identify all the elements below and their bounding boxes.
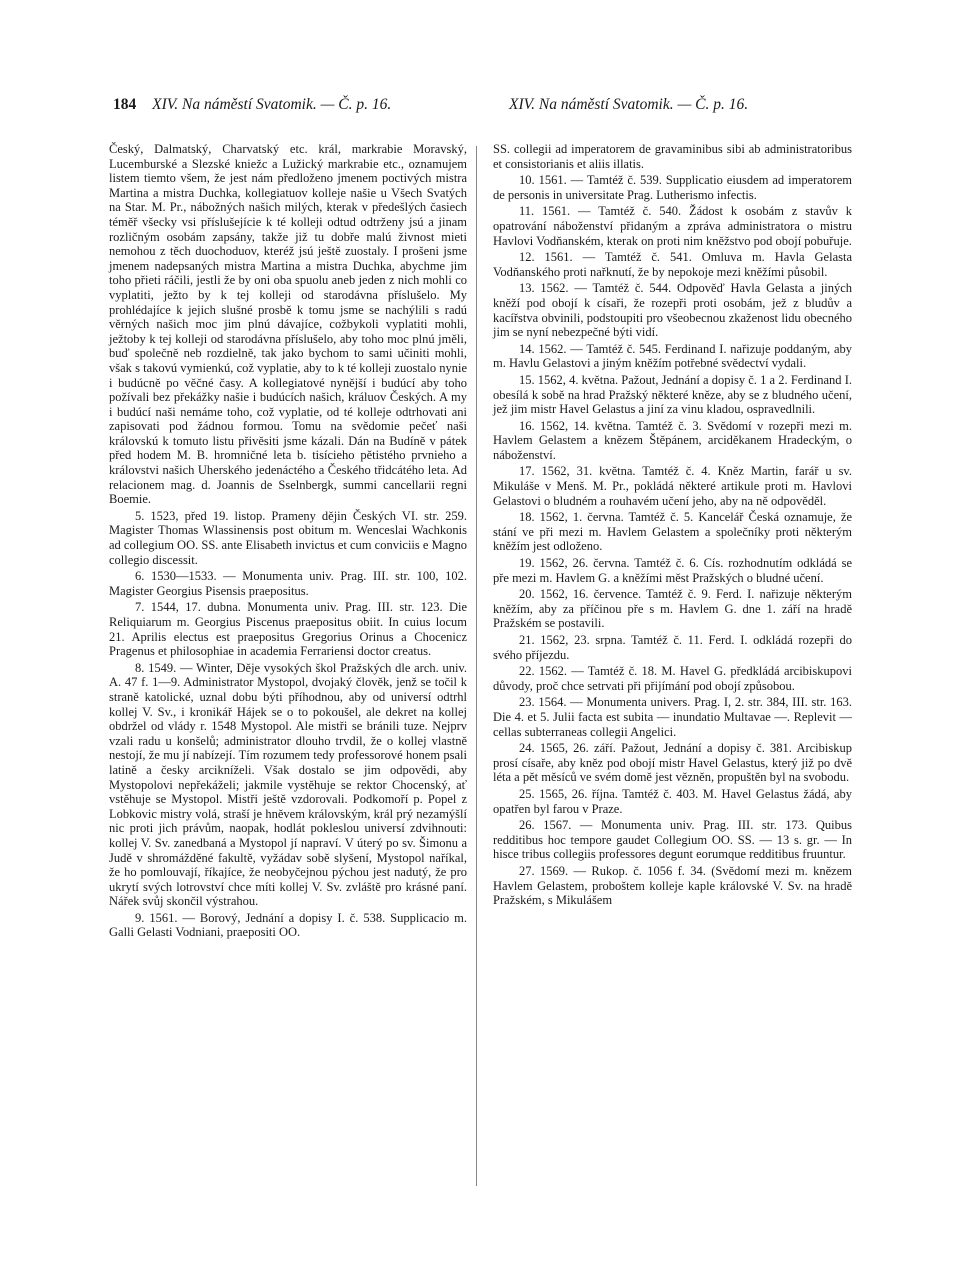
entry-20: 20. 1562, 16. července. Tamtéž č. 9. Ferd. I. nařizuje některým kněžím, aby za příčinou pře s m. Havlem G. dne 1. září na hradě Pražském se postavili. [493,587,852,631]
entry-21: 21. 1562, 23. srpna. Tamtéž č. 11. Ferd. I. odkládá rozepři do svého příjezdu. [493,633,852,662]
running-header-right [509,96,748,116]
running-title-left: XIV. Na náměstí Svatomik. — Č. p. 16. [152,96,392,113]
entry-24: 24. 1565, 26. září. Pažout, Jednání a dopisy č. 381. Arcibiskup prosí císaře, aby kněz pod obojí mistr Havel Gelastus, který již po dvě léta a pět měsíců ve svém domě jest vězněn, propuštěn byl na svobodu. [493,741,852,785]
text-paragraph: SS. collegii ad imperatorem de gravaminibus sibi ab administratoribus et consistorianis et aliis illatis. [493,142,852,171]
entry-25: 25. 1565, 26. října. Tamtéž č. 403. M. Havel Gelastus žádá, aby opatřen byl farou v Praze. [493,786,852,816]
entry-16: 16. 1562, 14. května. Tamtéž č. 3. Svědomí v rozepři mezi m. Havlem Gelastem a knězem Štěpánem, arciděkanem Hradeckým, o náboženství. [493,418,852,462]
entry-5: 5. 1523, před 19. listop. Prameny dějin Českých VI. str. 259. Magister Thomas Wlassinensis post obitum m. Wenceslai Wachkonis ad collegium OO. SS. ante Elisabeth invictus et cum conviciis e Magno collegio discessit. [109,508,467,567]
entry-14: 14. 1562. — Tamtéž č. 545. Ferdinand I. nařizuje poddaným, aby m. Havlu Gelastovi a jiným kněžím potřebné svědectví vydali. [493,341,852,371]
entry-19: 19. 1562, 26. června. Tamtéž č. 6. Cís. rozhodnutím odkládá se pře mezi m. Havlem G. a kněžími měst Pražských o bludné učení. [493,556,852,585]
entry-15: 15. 1562, 4. května. Pažout, Jednání a dopisy č. 1 a 2. Ferdinand I. obesílá k sobě na hrad Pražský některé kněze, aby se z bludného učení, jež jim mistr Havel Gelastus a jiní za vinu kladou, ospravedlnili. [493,372,852,417]
running-title-right: XIV. Na náměstí Svatomik. — Č. p. 16. [509,96,749,113]
column-divider [476,146,477,1186]
page-number: 184 [113,96,137,113]
entry-6: 6. 1530—1533. — Monumenta univ. Prag. III. str. 100, 102. Magister Georgius Pisensis praepositus. [109,569,467,598]
entry-27: 27. 1569. — Rukop. č. 1056 f. 34. (Svědomí mezi m. knězem Havlem Gelastem, proboštem kolleje kaple královské V. Sv. na hradě Pražském, s Mikulášem [493,863,852,908]
entry-7: 7. 1544, 17. dubna. Monumenta univ. Prag. III. str. 123. Die Reliquiarum m. Georgius Piscenus praepositus obiit. In cuius locum 21. Aprilis electus est praepositus Gregorius Orinus a Chocenicz Pragenus et philosophiae in academia Ferrariensi doctor creatus. [109,600,467,659]
text-paragraph: Český, Dalmatský, Charvatský etc. král, markrabie Moravský, Lucemburské a Slezské kniežc a Lužický markrabie etc., oznamujem listem tiemto všem, že jest nám předloženo jmenem poctivých mistra Martina a mistra Duchka, kollegiatuov kolleje našie u Všech Svatých na Star. M. Pr., nábožných našich milých, kterak v předešlých časiech téměř všecky vsi příslušejície k té kolleji odtud odtrženy jsú a jinam rozličným osobám zapsány, takže již tu dobře malú živnost mieti nemohou z těch duochoduov, kteréž jsú ještě zuostaly. I prošeni jsme jmenem nadepsaných mistra Martina a mistra Duchka, abychme jim toho přieti ráčili, jestli že by oni oba spuolu aneb jeden z nich mohli co vyplatiti, ježto by k tej kolleji od starodávna příslušelo. My prohlédajíce k jejich slušné prosbě k tomu jsme se nachýlili s radú věrných našich moc jim plnú dávajíce, cožbykoli vyplatiti mohli, ježtoby k tej kolleji od starodávna příslušelo, aby toho moc plnú jměli, buď společně neb rozdielně, tak jako bychom to sami učiniti mohli, však s takovú vymienkú, což vyplatie, aby to k té kolleji zuostalo nynie i budúcně po věčné časy. A kollegiatové nynější i budúcí aby toho požívali bez překážky našie i budúcích našich, králuov Českých. A my i budúcí naši nemáme toho, což vyplatie, od té kolleje odtrhovati ani zapisovati pod žádnou formou. Tomu na svědomie pečeť naši královskú k tomuto listu přivěsiti jsme kázali. Dán na Budíně v pátek před hodem M. B. hromničné leta b. tisícieho pětistého prvnieho a královstvi našich Uherského jedenáctého a Českého třidcátého leta. Ad relacionem mag. d. Joannis de Sselnbergk, summi cancellarii regni Boemie. [109,142,467,507]
running-header-left [113,96,391,116]
entry-8: 8. 1549. — Winter, Děje vysokých škol Pražských dle arch. univ. A. 47 f. 1—9. Administrator Mystopol, dvojaký člověk, jenž se točil k straně katolické, uznal dobu býti příhodnou, aby od universí odtrhl kollej V. Sv., i kronikář Hájek se o to pokoušel, ale dekret na kollej obdržel od vlády r. 1548 Mystopol. Ale mistři se bránili tuze. Nejprv vzali radu u konšelů; administrator dlouho trvdil, že o kollej vlastně nestojí, že mu jí nabízejí. Tím rozumem tedy professorové honem psali latině a česky arcikníželi. Však dostalo se jim odpovědi, aby Mystopolovi nepřekáželi; jakmile vystěhuje se rektor Chocenský, ať vstěhuje se Mystopol. Mistři ještě vzdorovali. Podkomoří p. Popel z Lobkovic mistry volá, straší je hněvem královským, král prý nezamýšlí nic proti jich právům, naopak, hodlát pokleslou universí zdvihnouti: kollej V. Sv. zanedbaná a Mystopol jí napraví. V úterý po sv. Šimonu a Judě v shromážděné fakultě, vyžádav sobě slyšení, Mystopol naříkal, že ho pomlouvají, říkajíce, že neobyčejnou pýchou jest nadutý, že pro ukrytí svých lotrovství chce míti kollej V. Sv. zvláště pro krásné paní. Nářek svůj skončil výstrahou. [109,660,467,909]
entry-18: 18. 1562, 1. června. Tamtéž č. 5. Kancelář Česká oznamuje, že stání ve při mezi m. Havlem Gelastem a společníky proti některým kněžím jest odloženo. [493,510,852,554]
entry-12: 12. 1561. — Tamtéž č. 541. Omluva m. Havla Gelasta Vodňanského proti nařknutí, že by nepokoje mezi kněžími působil. [493,250,852,279]
left-column [109,142,467,940]
entry-22: 22. 1562. — Tamtéž č. 18. M. Havel G. předkládá arcibiskupovi důvody, proč chce setrvati při přijímání pod obojí způsobou. [493,664,852,693]
entry-17: 17. 1562, 31. května. Tamtéž č. 4. Kněz Martin, farář u sv. Mikuláše v Menš. M. Pr., pokládá některé artikule proti m. Havlovi Gelastovi o bludném a rouhavém učení jeho, aby na ně odpověděl. [493,464,852,508]
entry-23: 23. 1564. — Monumenta univers. Prag. I, 2. str. 384, III. str. 163. Die 4. et 5. Julii facta est subita — inundatio Multavae —. Replevit — cellas subterraneas collegii Angelici. [493,695,852,739]
entry-10: 10. 1561. — Tamtéž č. 539. Supplicatio eiusdem ad imperatorem de personis in universitate Prag. Lutherismo infectis. [493,173,852,202]
right-column [493,142,852,908]
entry-26: 26. 1567. — Monumenta univ. Prag. III. str. 173. Quibus redditibus hoc tempore gaudet Collegium OO. SS. — 13 s. gr. — In hisce tribus collegiis professores degunt eorumque redditibus fruuntur. [493,818,852,862]
entry-11: 11. 1561. — Tamtéž č. 540. Žádost k osobám z stavův k opatrování náboženství přidaným a zpráva administratora o mistru Havlovi Vodňanském, kterak on proti nim kněžstvo pod obojí pobuřuje. [493,204,852,248]
entry-9: 9. 1561. — Borový, Jednání a dopisy I. č. 538. Supplicacio m. Galli Gelasti Vodniani, praepositi OO. [109,910,467,940]
entry-13: 13. 1562. — Tamtéž č. 544. Odpověď Havla Gelasta a jiných kněží pod obojí k císaři, že rozepři proti osobám, jež z bludův a kacířstva obvinili, podstoupiti pro všeobecnou zkaženost lidu obecného jim se nyní nebezpečné býti vidí. [493,281,852,340]
